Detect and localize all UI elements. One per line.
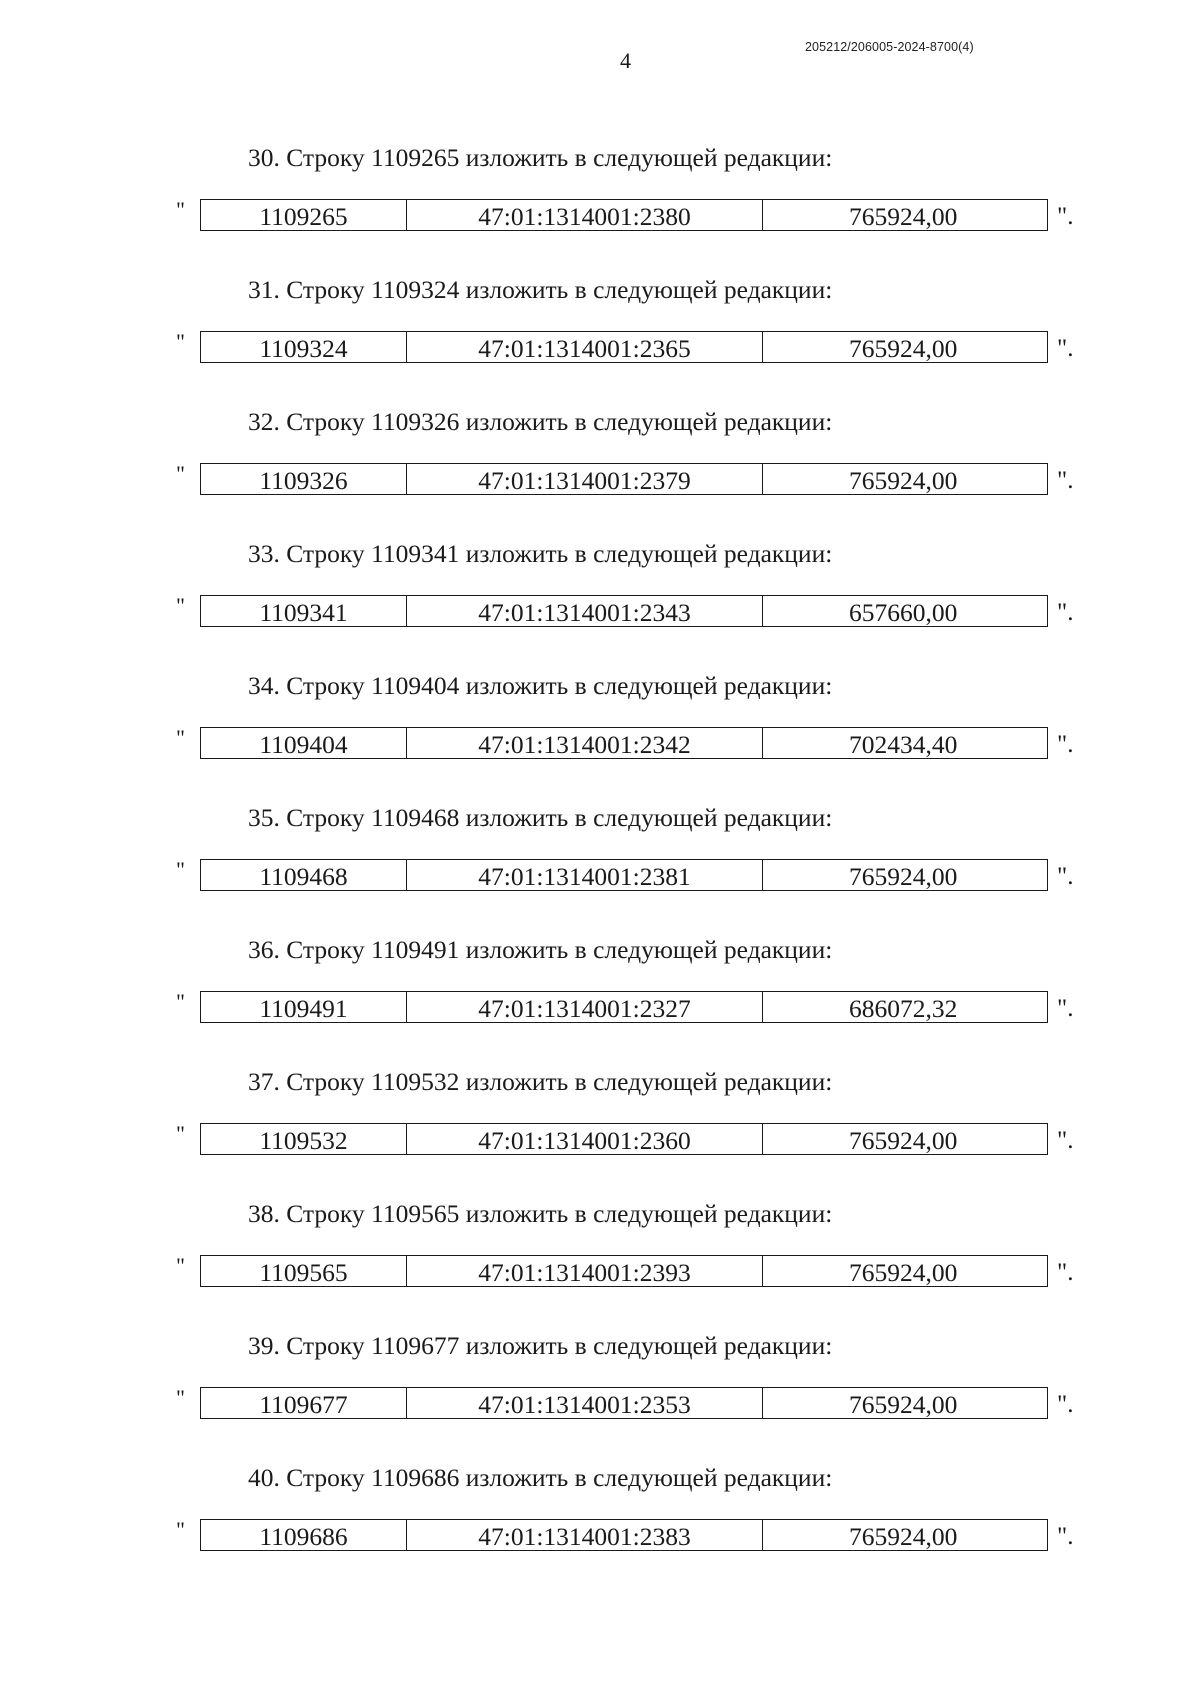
amendment-section (0, 143, 1200, 253)
table-row (200, 463, 1048, 495)
amendment-instruction: 34. Строку 1109404 изложить в следующей редакции: (248, 671, 833, 700)
row-code-cell: 1109532 (201, 1124, 407, 1154)
cadastral-number-cell: 47:01:1314001:2379 (407, 464, 763, 494)
table-row (200, 727, 1048, 759)
amendment-instruction: 40. Строку 1109686 изложить в следующей редакции: (248, 1463, 833, 1492)
value-cell: 686072,32 (849, 994, 958, 1024)
amendment-instruction: 30. Строку 1109265 изложить в следующей редакции: (248, 143, 833, 172)
open-quote: " (176, 1517, 185, 1542)
amendment-section (0, 803, 1200, 913)
amendment-section (0, 275, 1200, 385)
open-quote: " (176, 989, 185, 1014)
amendment-section (0, 1067, 1200, 1177)
close-quote: ". (1057, 1391, 1074, 1418)
row-code-cell: 1109491 (201, 992, 407, 1022)
amendment-section (0, 539, 1200, 649)
cadastral-number-cell: 47:01:1314001:2381 (407, 860, 763, 890)
value-cell: 765924,00 (849, 466, 958, 496)
row-code-cell: 1109404 (201, 728, 407, 758)
cadastral-number-cell: 47:01:1314001:2360 (407, 1124, 763, 1154)
cadastral-number-cell: 47:01:1314001:2327 (407, 992, 763, 1022)
amendment-instruction: 31. Строку 1109324 изложить в следующей редакции: (248, 275, 833, 304)
table-row (200, 1387, 1048, 1419)
amendment-section (0, 671, 1200, 781)
amendment-instruction: 37. Строку 1109532 изложить в следующей редакции: (248, 1067, 833, 1096)
value-cell: 765924,00 (849, 862, 958, 892)
table-row (200, 859, 1048, 891)
amendment-section (0, 1199, 1200, 1309)
amendment-section (0, 407, 1200, 517)
amendment-section (0, 1331, 1200, 1441)
value-cell: 765924,00 (849, 334, 958, 364)
value-cell: 765924,00 (849, 1258, 958, 1288)
table-row (200, 991, 1048, 1023)
open-quote: " (176, 329, 185, 354)
open-quote: " (176, 593, 185, 618)
amendment-instruction: 32. Строку 1109326 изложить в следующей редакции: (248, 407, 833, 436)
open-quote: " (176, 461, 185, 486)
value-cell: 765924,00 (849, 202, 958, 232)
open-quote: " (176, 1385, 185, 1410)
row-code-cell: 1109468 (201, 860, 407, 890)
cadastral-number-cell: 47:01:1314001:2353 (407, 1388, 763, 1418)
cadastral-number-cell: 47:01:1314001:2383 (407, 1520, 763, 1550)
amendment-instruction: 38. Строку 1109565 изложить в следующей редакции: (248, 1199, 833, 1228)
table-row (200, 199, 1048, 231)
page-number: 4 (620, 48, 631, 73)
table-row (200, 595, 1048, 627)
value-cell: 657660,00 (849, 598, 958, 628)
close-quote: ". (1057, 1127, 1074, 1154)
amendment-instruction: 39. Строку 1109677 изложить в следующей редакции: (248, 1331, 833, 1360)
amendment-section (0, 935, 1200, 1045)
close-quote: ". (1057, 467, 1074, 494)
close-quote: ". (1057, 995, 1074, 1022)
row-code-cell: 1109326 (201, 464, 407, 494)
table-row (200, 331, 1048, 363)
value-cell: 765924,00 (849, 1522, 958, 1552)
value-cell: 702434,40 (849, 730, 958, 760)
amendment-section (0, 1463, 1200, 1573)
cadastral-number-cell: 47:01:1314001:2380 (407, 200, 763, 230)
table-row (200, 1255, 1048, 1287)
open-quote: " (176, 725, 185, 750)
row-code-cell: 1109565 (201, 1256, 407, 1286)
row-code-cell: 1109265 (201, 200, 407, 230)
open-quote: " (176, 197, 185, 222)
row-code-cell: 1109324 (201, 332, 407, 362)
row-code-cell: 1109686 (201, 1520, 407, 1550)
document-id: 205212/206005-2024-8700(4) (805, 40, 974, 54)
table-row (200, 1519, 1048, 1551)
close-quote: ". (1057, 1523, 1074, 1550)
close-quote: ". (1057, 731, 1074, 758)
open-quote: " (176, 857, 185, 882)
close-quote: ". (1057, 863, 1074, 890)
amendment-instruction: 36. Строку 1109491 изложить в следующей редакции: (248, 935, 833, 964)
open-quote: " (176, 1253, 185, 1278)
table-row (200, 1123, 1048, 1155)
close-quote: ". (1057, 203, 1074, 230)
amendment-instruction: 35. Строку 1109468 изложить в следующей редакции: (248, 803, 833, 832)
row-code-cell: 1109677 (201, 1388, 407, 1418)
cadastral-number-cell: 47:01:1314001:2342 (407, 728, 763, 758)
cadastral-number-cell: 47:01:1314001:2343 (407, 596, 763, 626)
amendment-instruction: 33. Строку 1109341 изложить в следующей редакции: (248, 539, 833, 568)
open-quote: " (176, 1121, 185, 1146)
close-quote: ". (1057, 335, 1074, 362)
close-quote: ". (1057, 1259, 1074, 1286)
row-code-cell: 1109341 (201, 596, 407, 626)
value-cell: 765924,00 (849, 1126, 958, 1156)
value-cell: 765924,00 (849, 1390, 958, 1420)
cadastral-number-cell: 47:01:1314001:2393 (407, 1256, 763, 1286)
close-quote: ". (1057, 599, 1074, 626)
cadastral-number-cell: 47:01:1314001:2365 (407, 332, 763, 362)
